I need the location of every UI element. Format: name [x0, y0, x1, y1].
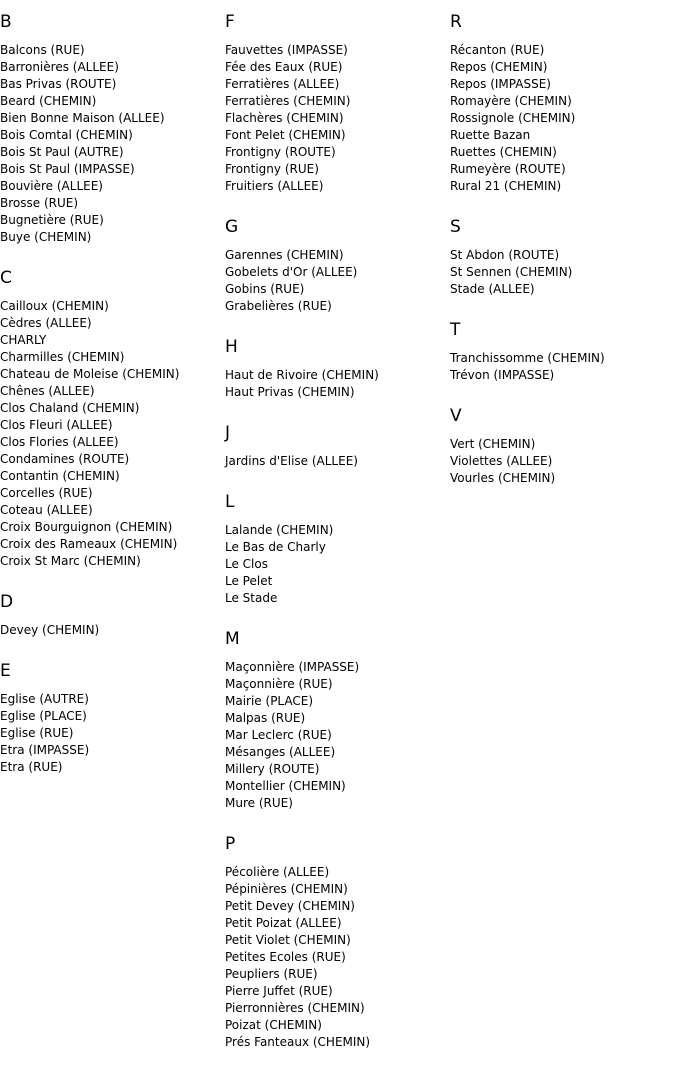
street-link[interactable]: Romayère (CHEMIN): [450, 94, 572, 108]
street-link[interactable]: Corcelles (RUE): [0, 486, 93, 500]
section-letter-heading: D: [0, 592, 14, 612]
street-link[interactable]: Tranchissomme (CHEMIN): [450, 351, 605, 365]
street-link[interactable]: Eglise (PLACE): [0, 709, 87, 723]
street-link[interactable]: Fauvettes (IMPASSE): [225, 43, 348, 57]
street-link[interactable]: Trévon (IMPASSE): [450, 368, 555, 382]
street-link[interactable]: Bien Bonne Maison (ALLEE): [0, 111, 165, 125]
street-list: [225, 864, 450, 1051]
letter-section: [225, 834, 450, 1051]
street-list: [0, 42, 225, 246]
street-link[interactable]: Petites Ecoles (RUE): [225, 950, 346, 964]
street-link[interactable]: Coteau (ALLEE): [0, 503, 93, 517]
street-list: [225, 453, 450, 470]
section-letter-heading: S: [450, 217, 461, 237]
street-link[interactable]: Fruitiers (ALLEE): [225, 179, 324, 193]
street-link[interactable]: Bas Privas (ROUTE): [0, 77, 117, 91]
street-link[interactable]: Ruettes (CHEMIN): [450, 145, 557, 159]
street-link[interactable]: Mure (RUE): [225, 796, 293, 810]
street-link[interactable]: Chênes (ALLEE): [0, 384, 95, 398]
street-list: [450, 436, 675, 487]
street-list: [450, 350, 675, 384]
section-letter-heading: R: [450, 12, 462, 32]
street-link[interactable]: Ferratières (ALLEE): [225, 77, 340, 91]
section-letter-heading: H: [225, 337, 238, 357]
street-list: [450, 42, 675, 195]
street-link[interactable]: Gobins (RUE): [225, 282, 305, 296]
street-link[interactable]: Millery (ROUTE): [225, 762, 320, 776]
street-link[interactable]: Barronières (ALLEE): [0, 60, 119, 74]
street-link[interactable]: Le Pelet: [225, 574, 273, 588]
street-link[interactable]: Vourles (CHEMIN): [450, 471, 556, 485]
section-letter-heading: P: [225, 834, 236, 854]
street-link[interactable]: Devey (CHEMIN): [0, 623, 100, 637]
street-link[interactable]: Balcons (RUE): [0, 43, 85, 57]
street-list: [0, 298, 225, 570]
street-link[interactable]: Repos (IMPASSE): [450, 77, 551, 91]
street-column-3: [450, 0, 675, 487]
street-link[interactable]: Condamines (ROUTE): [0, 452, 130, 466]
street-column-1: [0, 0, 225, 776]
street-link[interactable]: Beard (CHEMIN): [0, 94, 97, 108]
section-letter-heading: G: [225, 217, 239, 237]
street-link[interactable]: Pierre Juffet (RUE): [225, 984, 333, 998]
street-link[interactable]: Le Stade: [225, 591, 278, 605]
street-link[interactable]: Ferratières (CHEMIN): [225, 94, 351, 108]
letter-section: [450, 217, 675, 298]
street-link[interactable]: Ruette Bazan: [450, 128, 531, 142]
street-link[interactable]: Eglise (AUTRE): [0, 692, 89, 706]
street-link[interactable]: Charmilles (CHEMIN): [0, 350, 125, 364]
street-link[interactable]: Pécolière (ALLEE): [225, 865, 330, 879]
street-link[interactable]: Frontigny (ROUTE): [225, 145, 336, 159]
street-link[interactable]: Stade (ALLEE): [450, 282, 535, 296]
street-link[interactable]: Montellier (CHEMIN): [225, 779, 346, 793]
street-link[interactable]: Croix St Marc (CHEMIN): [0, 554, 141, 568]
street-link[interactable]: Cèdres (ALLEE): [0, 316, 92, 330]
street-link[interactable]: Le Bas de Charly: [225, 540, 326, 554]
street-column-2: [225, 0, 450, 1051]
street-link[interactable]: Jardins d'Elise (ALLEE): [225, 454, 358, 468]
street-link[interactable]: Flachères (CHEMIN): [225, 111, 344, 125]
street-link[interactable]: Etra (RUE): [0, 760, 63, 774]
street-link[interactable]: Rossignole (CHEMIN): [450, 111, 576, 125]
street-link[interactable]: Chateau de Moleise (CHEMIN): [0, 367, 180, 381]
street-list: [225, 659, 450, 812]
street-link[interactable]: Petit Poizat (ALLEE): [225, 916, 342, 930]
street-link[interactable]: Vert (CHEMIN): [450, 437, 536, 451]
street-link[interactable]: Clos Fleuri (ALLEE): [0, 418, 113, 432]
street-link[interactable]: Haut Privas (CHEMIN): [225, 385, 355, 399]
letter-section: [225, 337, 450, 401]
street-link[interactable]: Bouvière (ALLEE): [0, 179, 103, 193]
street-link[interactable]: Repos (CHEMIN): [450, 60, 548, 74]
street-link[interactable]: Mésanges (ALLEE): [225, 745, 336, 759]
letter-section: [450, 320, 675, 384]
street-link[interactable]: Mar Leclerc (RUE): [225, 728, 332, 742]
section-letter-heading: V: [450, 406, 462, 426]
street-link[interactable]: Bois Comtal (CHEMIN): [0, 128, 133, 142]
street-link[interactable]: Rural 21 (CHEMIN): [450, 179, 562, 193]
section-letter-heading: C: [0, 268, 12, 288]
street-link[interactable]: Récanton (RUE): [450, 43, 545, 57]
street-link[interactable]: Pépinières (CHEMIN): [225, 882, 348, 896]
street-link[interactable]: St Sennen (CHEMIN): [450, 265, 573, 279]
street-link[interactable]: Petit Devey (CHEMIN): [225, 899, 355, 913]
street-link[interactable]: Violettes (ALLEE): [450, 454, 553, 468]
street-link[interactable]: Buye (CHEMIN): [0, 230, 92, 244]
street-link[interactable]: Lalande (CHEMIN): [225, 523, 334, 537]
street-link[interactable]: Maçonnière (RUE): [225, 677, 333, 691]
section-letter-heading: E: [0, 661, 11, 681]
street-list: [225, 367, 450, 401]
street-list: [225, 522, 450, 607]
letter-section: [225, 217, 450, 315]
street-link[interactable]: Clos Chaland (CHEMIN): [0, 401, 140, 415]
section-letter-heading: B: [0, 12, 12, 32]
street-link[interactable]: Cailloux (CHEMIN): [0, 299, 109, 313]
letter-section: [0, 268, 225, 570]
street-link[interactable]: Croix des Rameaux (CHEMIN): [0, 537, 178, 551]
street-link[interactable]: Petit Violet (CHEMIN): [225, 933, 351, 947]
street-list: [225, 247, 450, 315]
street-list: [0, 622, 225, 639]
street-link[interactable]: Clos Flories (ALLEE): [0, 435, 119, 449]
street-link[interactable]: Pierronnières (CHEMIN): [225, 1001, 365, 1015]
letter-section: [225, 629, 450, 812]
street-link[interactable]: Le Clos: [225, 557, 268, 571]
section-letter-heading: J: [225, 423, 231, 443]
street-link[interactable]: Eglise (RUE): [0, 726, 74, 740]
street-list: [0, 691, 225, 776]
street-link[interactable]: Brosse (RUE): [0, 196, 79, 210]
section-letter-heading: T: [450, 320, 461, 340]
section-letter-heading: M: [225, 629, 240, 649]
street-link[interactable]: Peupliers (RUE): [225, 967, 318, 981]
street-link[interactable]: Mairie (PLACE): [225, 694, 314, 708]
street-link[interactable]: Garennes (CHEMIN): [225, 248, 344, 262]
street-link[interactable]: Frontigny (RUE): [225, 162, 319, 176]
street-link[interactable]: Grabelières (RUE): [225, 299, 332, 313]
street-link[interactable]: St Abdon (ROUTE): [450, 248, 560, 262]
street-link[interactable]: Contantin (CHEMIN): [0, 469, 120, 483]
street-link[interactable]: Font Pelet (CHEMIN): [225, 128, 346, 142]
letter-section: [450, 12, 675, 195]
street-link[interactable]: Bugnetière (RUE): [0, 213, 104, 227]
letter-section: [225, 423, 450, 470]
street-link[interactable]: Gobelets d'Or (ALLEE): [225, 265, 358, 279]
street-link[interactable]: Bois St Paul (AUTRE): [0, 145, 124, 159]
letter-section: [0, 12, 225, 246]
section-letter-heading: F: [225, 12, 235, 32]
street-link[interactable]: CHARLY: [0, 333, 47, 347]
letter-section: [225, 12, 450, 195]
letter-section: [0, 592, 225, 639]
letter-section: [0, 661, 225, 776]
street-list: [450, 247, 675, 298]
street-link[interactable]: Haut de Rivoire (CHEMIN): [225, 368, 379, 382]
street-link[interactable]: Maçonnière (IMPASSE): [225, 660, 360, 674]
street-link[interactable]: Fée des Eaux (RUE): [225, 60, 343, 74]
letter-section: [225, 492, 450, 607]
street-link[interactable]: Bois St Paul (IMPASSE): [0, 162, 135, 176]
street-link[interactable]: Croix Bourguignon (CHEMIN): [0, 520, 173, 534]
street-link[interactable]: Prés Fanteaux (CHEMIN): [225, 1035, 371, 1049]
section-letter-heading: L: [225, 492, 235, 512]
street-link[interactable]: Malpas (RUE): [225, 711, 306, 725]
street-link[interactable]: Rumeyère (ROUTE): [450, 162, 566, 176]
street-link[interactable]: Etra (IMPASSE): [0, 743, 90, 757]
street-link[interactable]: Poizat (CHEMIN): [225, 1018, 322, 1032]
letter-section: [450, 406, 675, 487]
street-list: [225, 42, 450, 195]
